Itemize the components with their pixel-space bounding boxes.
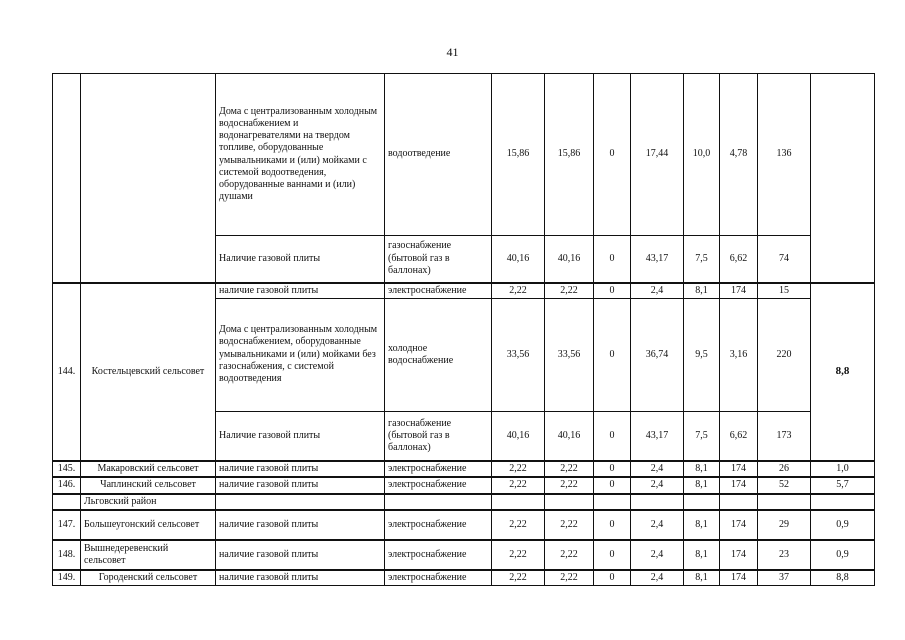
housing-type-cell: наличие газовой плиты xyxy=(216,510,385,540)
housing-type-cell: Наличие газовой плиты xyxy=(216,411,385,461)
settlement-cell: Чаплинский сельсовет xyxy=(81,477,216,493)
value-cell: 0 xyxy=(594,411,631,461)
empty-cell xyxy=(684,494,720,510)
housing-type-cell: наличие газовой плиты xyxy=(216,283,385,299)
value-cell: 8,1 xyxy=(684,570,720,586)
value-cell: 2,4 xyxy=(631,510,684,540)
service-cell: электроснабжение xyxy=(385,570,492,586)
value-cell: 8,1 xyxy=(684,510,720,540)
housing-type-cell: Дома с централизованным холодным водоснабжением, оборудованные умывальниками и (или) мойками без газоснабжения, с системой водоотведения xyxy=(216,298,385,411)
value-cell: 220 xyxy=(758,298,811,411)
table-row xyxy=(53,510,875,540)
value-cell: 2,22 xyxy=(545,540,594,570)
tariff-table xyxy=(52,73,875,586)
value-cell: 40,16 xyxy=(545,236,594,283)
settlement-cell: Городенский сельсовет xyxy=(81,570,216,586)
value-cell: 8,1 xyxy=(684,283,720,299)
value-cell: 173 xyxy=(758,411,811,461)
value-cell: 174 xyxy=(720,477,758,493)
empty-cell xyxy=(811,494,875,510)
service-cell: газоснабжение (бытовой газ в баллонах) xyxy=(385,411,492,461)
value-cell: 2,22 xyxy=(492,510,545,540)
page-number: 41 xyxy=(446,45,459,59)
empty-cell xyxy=(492,494,545,510)
housing-type-cell: Наличие газовой плиты xyxy=(216,236,385,283)
table-row xyxy=(53,540,875,570)
value-cell: 8,1 xyxy=(684,461,720,477)
housing-type-cell: наличие газовой плиты xyxy=(216,540,385,570)
final-value-cell xyxy=(811,74,875,283)
value-cell: 174 xyxy=(720,283,758,299)
value-cell: 2,22 xyxy=(492,570,545,586)
empty-cell xyxy=(758,494,811,510)
housing-type-cell: наличие газовой плиты xyxy=(216,570,385,586)
service-cell: водоотведение xyxy=(385,74,492,236)
final-value-cell: 8,8 xyxy=(811,283,875,462)
row-number-cell: 144. xyxy=(53,283,81,462)
value-cell: 3,16 xyxy=(720,298,758,411)
row-number-cell: 146. xyxy=(53,477,81,493)
value-cell: 74 xyxy=(758,236,811,283)
value-cell: 40,16 xyxy=(545,411,594,461)
value-cell: 8,1 xyxy=(684,477,720,493)
settlement-cell: Макаровский сельсовет xyxy=(81,461,216,477)
value-cell: 2,4 xyxy=(631,283,684,299)
final-value-cell: 1,0 xyxy=(811,461,875,477)
housing-type-cell: наличие газовой плиты xyxy=(216,477,385,493)
table-row xyxy=(53,283,875,299)
row-number-cell xyxy=(53,494,81,510)
table-row xyxy=(53,477,875,493)
value-cell: 0 xyxy=(594,540,631,570)
table-row xyxy=(53,461,875,477)
final-value-cell: 0,9 xyxy=(811,540,875,570)
service-cell: электроснабжение xyxy=(385,540,492,570)
value-cell: 4,78 xyxy=(720,74,758,236)
value-cell: 2,22 xyxy=(545,477,594,493)
value-cell: 174 xyxy=(720,461,758,477)
value-cell: 2,22 xyxy=(545,283,594,299)
value-cell: 40,16 xyxy=(492,411,545,461)
empty-cell xyxy=(545,494,594,510)
value-cell: 7,5 xyxy=(684,236,720,283)
value-cell: 40,16 xyxy=(492,236,545,283)
row-number-cell: 145. xyxy=(53,461,81,477)
housing-type-cell: Дома с централизованным холодным водоснабжением и водонагревателями на твердом топливе, оборудованные умывальниками и (или) мойками с системой водоотведения, оборудованные ваннами и (или) душами xyxy=(216,74,385,236)
district-name: Льговский район xyxy=(81,494,216,510)
row-number-cell: 148. xyxy=(53,540,81,570)
service-cell: газоснабжение (бытовой газ в баллонах) xyxy=(385,236,492,283)
service-cell: электроснабжение xyxy=(385,283,492,299)
final-value-cell: 8,8 xyxy=(811,570,875,586)
empty-cell xyxy=(631,494,684,510)
value-cell: 2,22 xyxy=(492,477,545,493)
value-cell: 0 xyxy=(594,461,631,477)
table-row xyxy=(53,74,875,236)
value-cell: 8,1 xyxy=(684,540,720,570)
empty-cell xyxy=(385,494,492,510)
value-cell: 0 xyxy=(594,74,631,236)
value-cell: 2,4 xyxy=(631,477,684,493)
value-cell: 2,22 xyxy=(545,570,594,586)
value-cell: 174 xyxy=(720,510,758,540)
service-cell: электроснабжение xyxy=(385,477,492,493)
value-cell: 6,62 xyxy=(720,411,758,461)
value-cell: 43,17 xyxy=(631,236,684,283)
value-cell: 2,4 xyxy=(631,570,684,586)
value-cell: 23 xyxy=(758,540,811,570)
value-cell: 0 xyxy=(594,510,631,540)
value-cell: 52 xyxy=(758,477,811,493)
settlement-cell: Большеугонский сельсовет xyxy=(81,510,216,540)
value-cell: 174 xyxy=(720,540,758,570)
value-cell: 29 xyxy=(758,510,811,540)
value-cell: 7,5 xyxy=(684,411,720,461)
value-cell: 2,22 xyxy=(492,283,545,299)
empty-cell xyxy=(216,494,385,510)
settlement-cell: Костельцевский сельсовет xyxy=(81,283,216,462)
value-cell: 2,22 xyxy=(545,510,594,540)
value-cell: 9,5 xyxy=(684,298,720,411)
row-number-cell: 147. xyxy=(53,510,81,540)
value-cell: 2,4 xyxy=(631,461,684,477)
service-cell: электроснабжение xyxy=(385,510,492,540)
empty-cell xyxy=(594,494,631,510)
value-cell: 15,86 xyxy=(492,74,545,236)
value-cell: 6,62 xyxy=(720,236,758,283)
settlement-cell xyxy=(81,74,216,283)
housing-type-cell: наличие газовой плиты xyxy=(216,461,385,477)
value-cell: 0 xyxy=(594,298,631,411)
value-cell: 17,44 xyxy=(631,74,684,236)
value-cell: 2,22 xyxy=(545,461,594,477)
value-cell: 136 xyxy=(758,74,811,236)
value-cell: 0 xyxy=(594,283,631,299)
value-cell: 36,74 xyxy=(631,298,684,411)
table-row xyxy=(53,570,875,586)
value-cell: 37 xyxy=(758,570,811,586)
value-cell: 0 xyxy=(594,477,631,493)
value-cell: 43,17 xyxy=(631,411,684,461)
empty-cell xyxy=(720,494,758,510)
value-cell: 15 xyxy=(758,283,811,299)
final-value-cell: 5,7 xyxy=(811,477,875,493)
value-cell: 0 xyxy=(594,570,631,586)
value-cell: 10,0 xyxy=(684,74,720,236)
value-cell: 33,56 xyxy=(492,298,545,411)
settlement-cell: Вышнедеревенский сельсовет xyxy=(81,540,216,570)
row-number-cell xyxy=(53,74,81,283)
value-cell: 2,4 xyxy=(631,540,684,570)
service-cell: холодное водоснабжение xyxy=(385,298,492,411)
value-cell: 2,22 xyxy=(492,461,545,477)
value-cell: 15,86 xyxy=(545,74,594,236)
service-cell: электроснабжение xyxy=(385,461,492,477)
value-cell: 0 xyxy=(594,236,631,283)
district-row xyxy=(53,494,875,510)
value-cell: 174 xyxy=(720,570,758,586)
value-cell: 26 xyxy=(758,461,811,477)
value-cell: 2,22 xyxy=(492,540,545,570)
row-number-cell: 149. xyxy=(53,570,81,586)
value-cell: 33,56 xyxy=(545,298,594,411)
final-value-cell: 0,9 xyxy=(811,510,875,540)
